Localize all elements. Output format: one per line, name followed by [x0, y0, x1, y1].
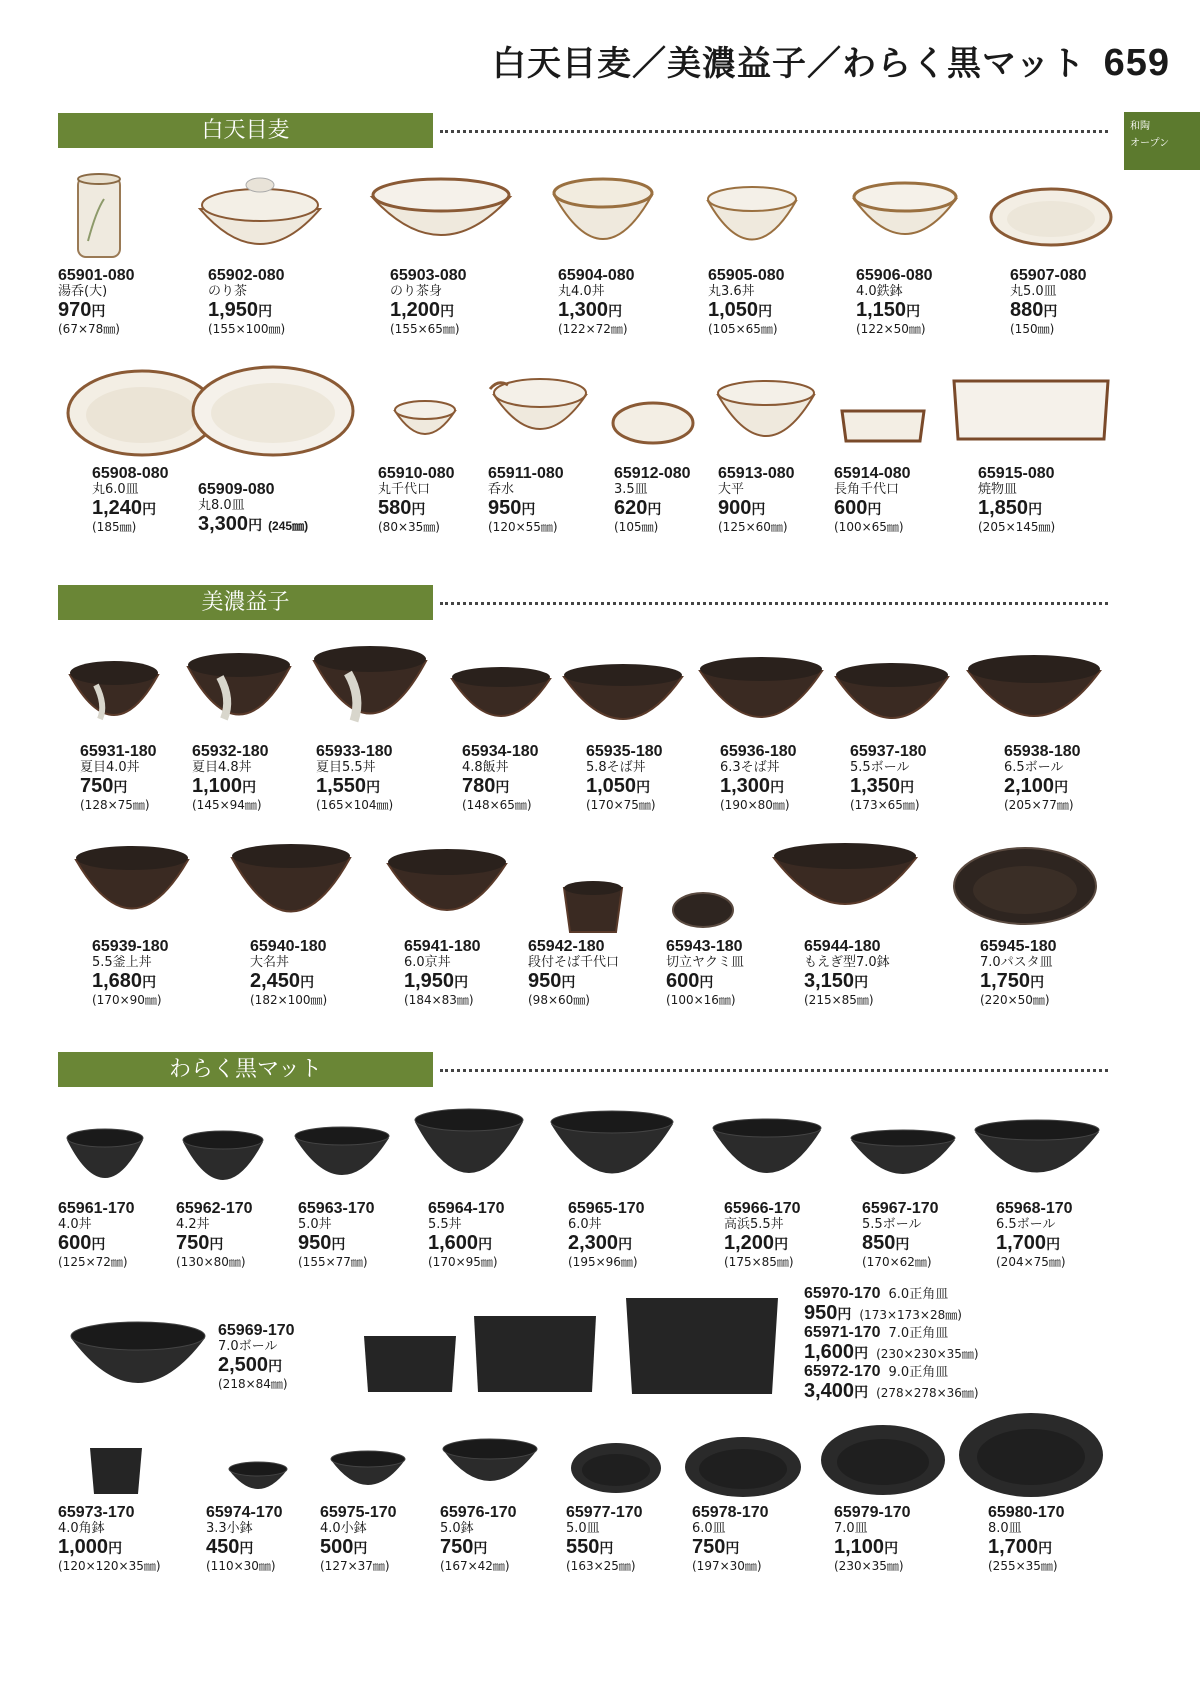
product-name: 焼物皿: [978, 482, 1018, 497]
moegi-bowl-image: [770, 840, 920, 926]
product-price: 1,300円: [558, 299, 623, 321]
section-header-waraku-kuro-matte: わらく黒マット: [58, 1052, 433, 1087]
product-code: 65976-170: [440, 1504, 517, 1521]
product-name: 5.8そば丼: [586, 760, 646, 775]
product-code: 65943-180: [666, 938, 743, 955]
product-name: 3.3小鉢: [206, 1521, 253, 1536]
product-code: 65936-180: [720, 743, 797, 760]
product-price: 3,150円: [804, 970, 869, 992]
product-name: 丸千代口: [378, 482, 431, 497]
product-code: 65912-080: [614, 465, 691, 482]
product-size: (167×42㎜): [440, 1559, 510, 1573]
product-price: 750円: [80, 775, 128, 797]
product-size: (175×85㎜): [724, 1255, 794, 1269]
product-size: (130×80㎜): [176, 1255, 246, 1269]
mino-bowl-image: [72, 842, 192, 928]
product-price: 600円: [666, 970, 714, 992]
pasta-plate-image: [950, 844, 1100, 928]
product-name: 7.0正角皿: [888, 1326, 949, 1341]
product-name: 4.0角鉢: [58, 1521, 105, 1536]
product-price: 580円: [378, 497, 426, 519]
product-size: (98×60㎜): [528, 993, 590, 1007]
product-code: 65911-080: [488, 465, 564, 482]
product-name: 9.0正角皿: [888, 1365, 949, 1380]
product-code: 65914-080: [834, 465, 911, 482]
product-name: のり茶身: [390, 284, 443, 299]
product-name: 夏目5.5丼: [316, 760, 376, 775]
product-code: 65944-180: [804, 938, 881, 955]
product-name: 呑水: [488, 482, 515, 497]
product-size: (150㎜): [1010, 322, 1055, 336]
mino-bowl-image: [228, 840, 354, 932]
mino-bowl-image: [448, 663, 554, 729]
product-code: 65905-080: [708, 267, 785, 284]
square-plate-large-image: [622, 1292, 782, 1398]
yunomi-image: [74, 171, 124, 261]
product-code: 65961-170: [58, 1200, 135, 1217]
product-name: 夏目4.0丼: [80, 760, 140, 775]
product-price: 1,550円: [316, 775, 381, 797]
donsui-bowl-image: [488, 373, 592, 453]
product-size: (105×65㎜): [708, 322, 778, 336]
product-price: 1,100円: [192, 775, 257, 797]
product-name: 4.0丼: [58, 1217, 92, 1232]
product-code: 65906-080: [856, 267, 933, 284]
product-name: 8.0皿: [988, 1521, 1022, 1536]
product-price: 3,400円: [804, 1380, 869, 1402]
product-code: 65945-180: [980, 938, 1057, 955]
product-name: 高浜5.5丼: [724, 1217, 784, 1232]
product-code: 65969-170: [218, 1322, 295, 1339]
product-list-row[interactable]: [804, 1283, 962, 1325]
product-size: (230×35㎜): [834, 1559, 904, 1573]
product-name: 5.0丼: [298, 1217, 332, 1232]
product-price: 1,600円: [428, 1232, 493, 1254]
product-size: (205×77㎜): [1004, 798, 1074, 812]
product-name: 段付そば千代口: [528, 955, 620, 970]
product-price: 2,500円: [218, 1354, 283, 1376]
black-plate-image: [818, 1422, 948, 1498]
product-name: 湯呑(大): [58, 284, 108, 299]
black-plate-image: [568, 1440, 664, 1496]
product-code: 65932-180: [192, 743, 269, 760]
small-plate-image: [610, 399, 696, 449]
product-size: (125×60㎜): [718, 520, 788, 534]
product-code: 65934-180: [462, 743, 539, 760]
product-price: 550円: [566, 1536, 614, 1558]
product-list-row[interactable]: [804, 1361, 979, 1403]
black-bowl-image: [292, 1124, 392, 1190]
product-size: (155×100㎜): [208, 322, 286, 336]
product-code: 65963-170: [298, 1200, 375, 1217]
product-price: 1,200円: [724, 1232, 789, 1254]
product-name: 7.0ボール: [218, 1339, 278, 1354]
product-code: 65979-170: [834, 1504, 911, 1521]
product-code: 65971-170: [804, 1324, 881, 1341]
product-name: 6.5ボール: [1004, 760, 1064, 775]
product-name: 5.5釜上丼: [92, 955, 152, 970]
section-header-shiro-tenmoku: 白天目麦: [58, 113, 433, 148]
lidded-bowl-image: [190, 169, 330, 259]
product-name: 大平: [718, 482, 745, 497]
product-price: 750円: [440, 1536, 488, 1558]
product-code: 65962-170: [176, 1200, 253, 1217]
plate-image: [188, 359, 358, 459]
section-divider: [440, 1069, 1108, 1072]
product-size: (205×145㎜): [978, 520, 1056, 534]
product-price: 1,050円: [586, 775, 651, 797]
product-size: (67×78㎜): [58, 322, 120, 336]
soba-choko-image: [558, 878, 628, 936]
product-size: (278×278×36㎜): [876, 1386, 979, 1400]
product-price: 1,700円: [988, 1536, 1053, 1558]
product-price: 1,150円: [856, 299, 921, 321]
page-number: 659: [1103, 42, 1170, 84]
black-bowl-image: [68, 1318, 208, 1408]
category-side-tab: [1124, 112, 1200, 170]
product-price: 600円: [58, 1232, 106, 1254]
product-size: (155×65㎜): [390, 322, 460, 336]
product-price: 1,100円: [834, 1536, 899, 1558]
product-code: 65939-180: [92, 938, 169, 955]
product-price: 1,600円: [804, 1341, 869, 1363]
product-size: (204×75㎜): [996, 1255, 1066, 1269]
section-divider: [440, 130, 1108, 133]
square-plate-medium-image: [470, 1310, 600, 1396]
product-name: 5.5ボール: [850, 760, 910, 775]
product-name: 6.5ボール: [996, 1217, 1056, 1232]
product-name: 6.0京丼: [404, 955, 451, 970]
product-size: (173×173×28㎜): [859, 1308, 962, 1322]
product-price: 1,050円: [708, 299, 773, 321]
bowl-image: [850, 179, 960, 249]
product-name: 丸4.0丼: [558, 284, 605, 299]
product-price: 2,300円: [568, 1232, 633, 1254]
product-price: 970円: [58, 299, 106, 321]
product-price: 450円: [206, 1536, 254, 1558]
product-name: 切立ヤクミ皿: [666, 955, 745, 970]
product-name: 6.0正角皿: [888, 1287, 949, 1302]
side-tab-line-2: オープン: [1130, 138, 1170, 149]
bowl-image: [704, 183, 800, 253]
product-size: (165×104㎜): [316, 798, 394, 812]
product-code: 65903-080: [390, 267, 467, 284]
product-size: (170×95㎜): [428, 1255, 498, 1269]
mino-bowl-image: [964, 651, 1104, 735]
product-price: 3,300円 (245㎜): [198, 513, 309, 535]
product-code: 65901-080: [58, 267, 135, 284]
product-price: 750円: [176, 1232, 224, 1254]
product-name: 5.0鉢: [440, 1521, 474, 1536]
product-code: 65910-080: [378, 465, 455, 482]
black-small-bowl-image: [226, 1460, 290, 1498]
product-name: 4.2丼: [176, 1217, 210, 1232]
product-code: 65940-180: [250, 938, 327, 955]
product-code: 65908-080: [92, 465, 169, 482]
product-price: 1,700円: [996, 1232, 1061, 1254]
product-code: 65935-180: [586, 743, 663, 760]
product-size: (190×80㎜): [720, 798, 790, 812]
product-code: 65904-080: [558, 267, 635, 284]
product-size: (145×94㎜): [192, 798, 262, 812]
small-cup-image: [392, 397, 458, 447]
product-price: 1,850円: [978, 497, 1043, 519]
page-title: [492, 36, 1170, 85]
black-bowl-image: [440, 1436, 540, 1498]
product-code: 65974-170: [206, 1504, 283, 1521]
yakumi-dish-image: [670, 888, 736, 934]
product-price: 1,200円: [390, 299, 455, 321]
product-code: 65973-170: [58, 1504, 135, 1521]
product-name: 夏目4.8丼: [192, 760, 252, 775]
product-code: 65933-180: [316, 743, 393, 760]
bowl-image: [548, 173, 658, 258]
product-size: (220×50㎜): [980, 993, 1050, 1007]
product-price: 950円: [488, 497, 536, 519]
product-size: (218×84㎜): [218, 1377, 288, 1391]
product-size: (255×35㎜): [988, 1559, 1058, 1573]
yakimono-plate-image: [946, 373, 1116, 453]
product-name: 大名丼: [250, 955, 290, 970]
product-list-row[interactable]: [804, 1322, 979, 1364]
product-size: (170×90㎜): [92, 993, 162, 1007]
mino-bowl-image: [384, 846, 510, 930]
mino-bowl-image: [696, 653, 826, 733]
product-size: (245㎜): [268, 519, 309, 533]
product-code: 65965-170: [568, 1200, 645, 1217]
bowl-image: [366, 173, 516, 253]
product-code: 65941-180: [404, 938, 481, 955]
product-code: 65931-180: [80, 743, 157, 760]
black-bowl-image: [180, 1128, 266, 1194]
product-code: 65975-170: [320, 1504, 397, 1521]
product-price: 1,750円: [980, 970, 1045, 992]
black-square-bowl-image: [86, 1442, 146, 1498]
product-size: (197×30㎜): [692, 1559, 762, 1573]
product-code: 65907-080: [1010, 267, 1087, 284]
product-price: 1,950円: [404, 970, 469, 992]
product-name: 丸3.6丼: [708, 284, 755, 299]
product-size: (148×65㎜): [462, 798, 532, 812]
mino-bowl-image: [184, 647, 294, 737]
product-price: 2,100円: [1004, 775, 1069, 797]
product-name: 5.5丼: [428, 1217, 462, 1232]
product-size: (215×85㎜): [804, 993, 874, 1007]
product-name: のり茶: [208, 284, 248, 299]
product-size: (100×16㎜): [666, 993, 736, 1007]
product-size: (120×120×35㎜): [58, 1559, 161, 1573]
product-price: 620円: [614, 497, 662, 519]
black-bowl-image: [548, 1108, 676, 1192]
product-name: 7.0皿: [834, 1521, 868, 1536]
product-code: 65972-170: [804, 1363, 881, 1380]
product-name: 5.0皿: [566, 1521, 600, 1536]
product-size: (185㎜): [92, 520, 137, 534]
product-name: 6.0皿: [692, 1521, 726, 1536]
mino-bowl-image: [66, 655, 162, 735]
product-size: (173×65㎜): [850, 798, 920, 812]
side-tab-line-1: 和陶: [1130, 121, 1150, 132]
product-size: (110×30㎜): [206, 1559, 276, 1573]
product-name: もえぎ型7.0鉢: [804, 955, 890, 970]
product-size: (125×72㎜): [58, 1255, 128, 1269]
product-name: 7.0パスタ皿: [980, 955, 1053, 970]
product-price: 1,680円: [92, 970, 157, 992]
product-price: 1,000円: [58, 1536, 123, 1558]
black-bowl-image: [412, 1106, 526, 1192]
mino-bowl-image: [560, 661, 686, 733]
product-name: 4.8飯丼: [462, 760, 509, 775]
product-code: 65942-180: [528, 938, 605, 955]
black-small-bowl-image: [328, 1448, 408, 1498]
product-name: 3.5皿: [614, 482, 648, 497]
product-size: (230×230×35㎜): [876, 1347, 979, 1361]
product-size: (195×96㎜): [568, 1255, 638, 1269]
product-price: 500円: [320, 1536, 368, 1558]
product-code: 65913-080: [718, 465, 795, 482]
product-size: (105㎜): [614, 520, 659, 534]
product-size: (170×62㎜): [862, 1255, 932, 1269]
product-price: 1,240円: [92, 497, 157, 519]
product-size: (80×35㎜): [378, 520, 440, 534]
section-divider: [440, 602, 1108, 605]
product-name: 6.3そば丼: [720, 760, 780, 775]
black-plate-image: [682, 1434, 804, 1500]
product-code: 65937-180: [850, 743, 927, 760]
product-size: (122×50㎜): [856, 322, 926, 336]
product-code: 65970-170: [804, 1285, 881, 1302]
black-bowl-image: [710, 1116, 824, 1190]
black-bowl-image: [972, 1118, 1102, 1188]
product-name: 6.0丼: [568, 1217, 602, 1232]
product-price: 1,350円: [850, 775, 915, 797]
page-title-text: 白天目麦／美濃益子／わらく黒マット: [491, 44, 1086, 84]
product-price: 1,950円: [208, 299, 273, 321]
product-price: 950円: [298, 1232, 346, 1254]
product-name: 丸5.0皿: [1010, 284, 1057, 299]
product-code: 65902-080: [208, 267, 285, 284]
product-price: 600円: [834, 497, 882, 519]
product-price: 1,300円: [720, 775, 785, 797]
product-size: (163×25㎜): [566, 1559, 636, 1573]
product-code: 65966-170: [724, 1200, 801, 1217]
product-price: 780円: [462, 775, 510, 797]
product-size: (184×83㎜): [404, 993, 474, 1007]
product-price: 900円: [718, 497, 766, 519]
product-code: 65978-170: [692, 1504, 769, 1521]
product-size: (120×55㎜): [488, 520, 558, 534]
square-plate-small-image: [360, 1330, 460, 1396]
rect-dish-image: [838, 405, 928, 451]
product-price: 950円: [528, 970, 576, 992]
product-price: 750円: [692, 1536, 740, 1558]
black-bowl-image: [848, 1128, 958, 1188]
mino-bowl-image: [310, 641, 430, 737]
mino-bowl-image: [832, 659, 952, 731]
product-price: 950円: [804, 1302, 852, 1324]
product-code: 65915-080: [978, 465, 1055, 482]
product-size: (127×37㎜): [320, 1559, 390, 1573]
section-header-mino-mashiko: 美濃益子: [58, 585, 433, 620]
product-code: 65909-080: [198, 481, 275, 498]
product-size: (128×75㎜): [80, 798, 150, 812]
product-code: 65977-170: [566, 1504, 643, 1521]
black-plate-image: [956, 1410, 1106, 1500]
product-code: 65980-170: [988, 1504, 1065, 1521]
plate-image: [986, 185, 1116, 255]
product-name: 5.5ボール: [862, 1217, 922, 1232]
product-size: (122×72㎜): [558, 322, 628, 336]
product-name: 4.0小鉢: [320, 1521, 367, 1536]
product-code: 65938-180: [1004, 743, 1081, 760]
product-name: 長角千代口: [834, 482, 900, 497]
product-size: (100×65㎜): [834, 520, 904, 534]
product-size: (182×100㎜): [250, 993, 328, 1007]
product-price: 850円: [862, 1232, 910, 1254]
bowl-image: [714, 377, 818, 453]
product-size: (170×75㎜): [586, 798, 656, 812]
product-code: 65967-170: [862, 1200, 939, 1217]
product-code: 65968-170: [996, 1200, 1073, 1217]
product-name: 丸8.0皿: [198, 498, 245, 513]
black-bowl-image: [64, 1126, 146, 1192]
product-size: (155×77㎜): [298, 1255, 368, 1269]
product-price: 2,450円: [250, 970, 315, 992]
product-price: 880円: [1010, 299, 1058, 321]
product-code: 65964-170: [428, 1200, 505, 1217]
product-name: 4.0鉄鉢: [856, 284, 903, 299]
product-name: 丸6.0皿: [92, 482, 139, 497]
